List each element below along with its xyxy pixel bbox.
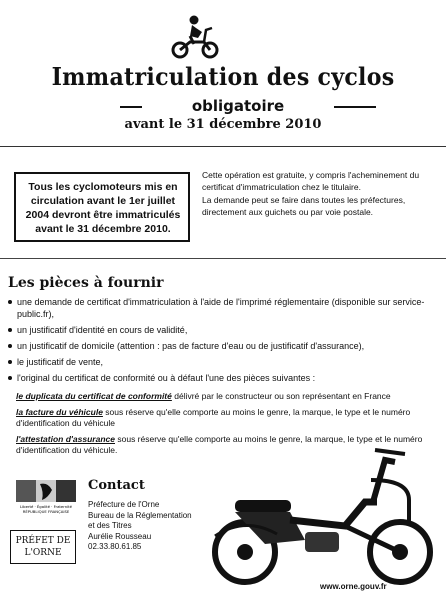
side-note-free: Cette opération est gratuite, y compris l'acheminement du certificat d'immatriculation chez le titulaire. [202, 170, 420, 192]
subtitle: obligatoire [191, 97, 285, 115]
subtitle-row [120, 97, 376, 115]
website-link[interactable]: www.orne.gouv.fr [320, 582, 387, 591]
subtitle-rule-left [120, 106, 142, 108]
contact-line: Préfecture de l'Orne [88, 500, 160, 509]
divider-top [0, 146, 446, 147]
contact-line: et des Titres [88, 521, 132, 530]
sub-item-text: sous réserve qu'elle comporte au moins le genre, la marque, le type et le numéro d'identification du véhicule. [16, 434, 423, 455]
logo-republic: RÉPUBLIQUE FRANÇAISE [22, 509, 70, 514]
sub-item [16, 391, 434, 402]
contact-line: Aurélie Rousseau [88, 531, 152, 541]
sub-item [16, 407, 434, 429]
list-item: une demande de certificat d'immatriculation à l'aide de l'imprimé réglementaire (disponible sur service-public.fr), [8, 296, 438, 320]
notice-box: Tous les cyclomoteurs mis en circulation avant le 1er juillet 2004 devront être immatriculés avant le 31 décembre 2010. [14, 172, 190, 242]
documents-list [8, 296, 438, 388]
marianne-logo-icon [14, 478, 80, 516]
moped-illustration-icon [195, 440, 445, 590]
prefet-line-2: L'ORNE [24, 548, 62, 558]
sub-item-label: le duplicata du certificat de conformité [16, 391, 172, 401]
sub-item-label: l'attestation d'assurance [16, 434, 115, 444]
sub-item-text: délivré par le constructeur ou son représentant en France [171, 391, 391, 401]
divider-middle [0, 258, 446, 259]
deadline-text: avant le 31 décembre 2010 [124, 117, 322, 132]
side-note [202, 170, 430, 220]
prefet-line-1: PRÉFET DE [15, 536, 71, 546]
contact-phone: 02.33.80.61.85 [88, 542, 142, 551]
contact-line: Bureau de la Réglementation [88, 510, 192, 520]
sub-item-label: la facture du véhicule [16, 407, 103, 417]
list-item: un justificatif d'identité en cours de validité, [8, 324, 438, 336]
page-title: Immatriculation des cyclos [51, 62, 395, 91]
contact-details [88, 500, 208, 553]
contact-heading: Contact [88, 478, 145, 493]
subtitle-rule-right [334, 106, 376, 108]
list-item: un justificatif de domicile (attention : pas de facture d'eau ou de justificatif d'assurance), [8, 340, 438, 352]
sub-item-text: sous réserve qu'elle comporte au moins le genre, la marque, le type et le numéro d'identification du véhicule [16, 407, 411, 428]
republique-logo [14, 478, 80, 516]
documents-heading: Les pièces à fournir [8, 275, 164, 291]
list-item: le justificatif de vente, [8, 356, 438, 368]
moped-rider-icon [170, 14, 220, 60]
prefet-label [10, 530, 76, 564]
side-note-where: La demande peut se faire dans toutes les préfectures, directement aux guichets ou par voie postale. [202, 195, 406, 217]
list-item: l'original du certificat de conformité ou à défaut l'une des pièces suivantes : [8, 372, 438, 384]
logo-motto: Liberté · Égalité · Fraternité [19, 504, 73, 509]
